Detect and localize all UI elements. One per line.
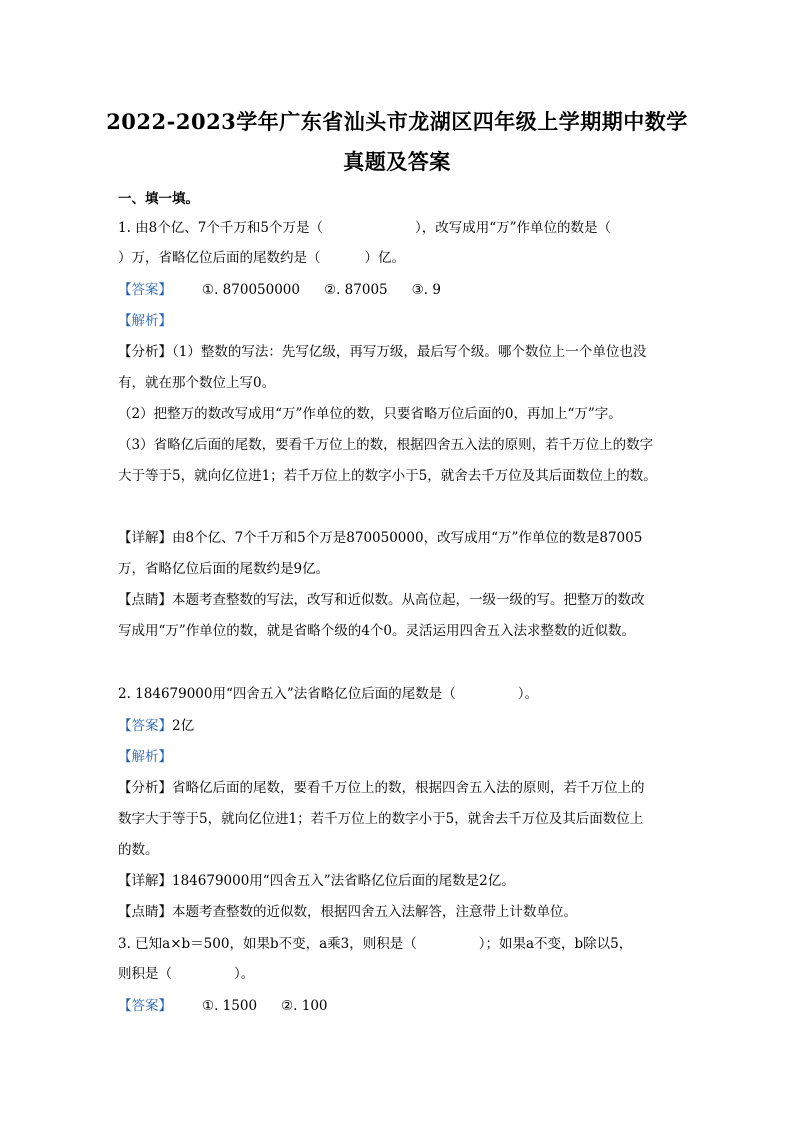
q1-comment-line1: [118, 590, 645, 610]
q2-analysis-tag-line: [118, 747, 172, 767]
analysis-tag: 【解析】: [118, 313, 172, 329]
q2-comment: 本题考查整数的近似数，根据四舍五入法解答，注意带上计数单位。: [172, 904, 577, 920]
q1-answer-2: ②. 87005: [324, 282, 388, 298]
q1-detail-1: 由8个亿、7个千万和5个万是870050000，改写成用“万”作单位的数是87005: [172, 530, 643, 546]
q2-comment-line: [118, 902, 577, 922]
q1-fenxi-5: 大于等于5，就向亿位进1；若千万位上的数字小于5，就舍去千万位及其后面数位上的数。: [118, 468, 657, 484]
q3-answer-2: ②. 100: [281, 998, 328, 1014]
q3-text-d: ）。: [234, 966, 255, 982]
q2-fenxi-1: 省略亿后面的尾数，要看千万位上的数，根据四舍五入法的原则，若千万位上的: [172, 780, 645, 796]
q2-answer: [118, 716, 194, 736]
q2-fenxi-line1: [118, 778, 645, 798]
q2-text-a: 2. 184679000用“四舍五入”法省略亿位后面的尾数是（: [118, 686, 456, 702]
q1-answer: [118, 280, 441, 300]
q3-line2: [118, 964, 254, 984]
doc-title-line1: 2022-2023学年广东省汕头市龙湖区四年级上学期期中数学: [106, 109, 688, 134]
q1-fenxi-4: （3）省略亿后面的尾数，要看千万位上的数，根据四舍五入法的原则，若千万位上的数字: [118, 437, 654, 453]
q1-analysis-tag-line: [118, 311, 172, 331]
section-heading: 一、填一填。: [118, 191, 199, 207]
q1-answer-3: ③. 9: [411, 282, 441, 298]
q2-answer-value: 2亿: [172, 718, 195, 734]
q1-detail-line1: [118, 528, 642, 548]
analysis-tag: 【解析】: [118, 749, 172, 765]
q3-answer: [118, 996, 328, 1016]
q1-answer-1: ①. 870050000: [202, 282, 300, 298]
q1-detail-2: 万，省略亿位后面的尾数约是9亿。: [118, 561, 330, 577]
q1-comment-2: 写成用“万”作单位的数，就是省略个级的4个0。灵活运用四舍五入法求整数的近似数。: [118, 623, 635, 639]
q1-text-d: ）亿。: [364, 250, 405, 266]
fenxi-tag: 【分析】: [118, 344, 172, 360]
q1-fenxi-3: （2）把整万的数改写成用“万”作单位的数，只要省略万位后面的0，再加上“万”字。: [118, 406, 622, 422]
answer-tag: 【答案】: [118, 998, 172, 1014]
q1-comment-1: 本题考查整数的写法，改写和近似数。从高位起，一级一级的写。把整万的数改: [172, 592, 645, 608]
q3-text-c: 则积是（: [118, 966, 172, 982]
q2-line1: [118, 684, 538, 704]
comment-tag: 【点睛】: [118, 592, 172, 608]
answer-tag: 【答案】: [118, 718, 172, 734]
q1-fenxi-2: 有，就在那个数位上写0。: [118, 375, 276, 391]
q1-line2: [118, 248, 405, 268]
doc-title-line2: 真题及答案: [343, 149, 451, 174]
q3-answer-1: ①. 1500: [202, 998, 258, 1014]
q1-fenxi-1: （1）整数的写法：先写亿级，再写万级，最后写个级。哪个数位上一个单位也没: [172, 344, 647, 360]
q2-detail: 184679000用“四舍五入”法省略亿位后面的尾数是2亿。: [172, 873, 515, 889]
q3-line1: [118, 934, 632, 954]
q1-line1: [118, 218, 611, 238]
q3-text-a: 3. 已知a×b＝500，如果b不变，a乘3，则积是（: [118, 936, 417, 952]
fenxi-tag: 【分析】: [118, 780, 172, 796]
q3-text-b: ）；如果a不变，b除以5，: [478, 936, 633, 952]
q1-text-c: ）万，省略亿位后面的尾数约是（: [118, 250, 321, 266]
q2-detail-line: [118, 871, 515, 891]
q2-fenxi-3: 的数。: [118, 842, 159, 858]
q1-text-a: 1. 由8个亿、7个千万和5个万是（: [118, 220, 323, 236]
answer-tag: 【答案】: [118, 282, 172, 298]
q2-text-b: ）。: [517, 686, 539, 702]
detail-tag: 【详解】: [118, 530, 172, 546]
q1-fenxi-line1: [118, 342, 646, 362]
comment-tag: 【点睛】: [118, 904, 172, 920]
detail-tag: 【详解】: [118, 873, 172, 889]
q2-fenxi-2: 数字大于等于5，就向亿位进1；若千万位上的数字小于5，就舍去千万位及其后面数位上: [118, 811, 644, 827]
q1-text-b: ），改写成用“万”作单位的数是（: [414, 220, 612, 236]
